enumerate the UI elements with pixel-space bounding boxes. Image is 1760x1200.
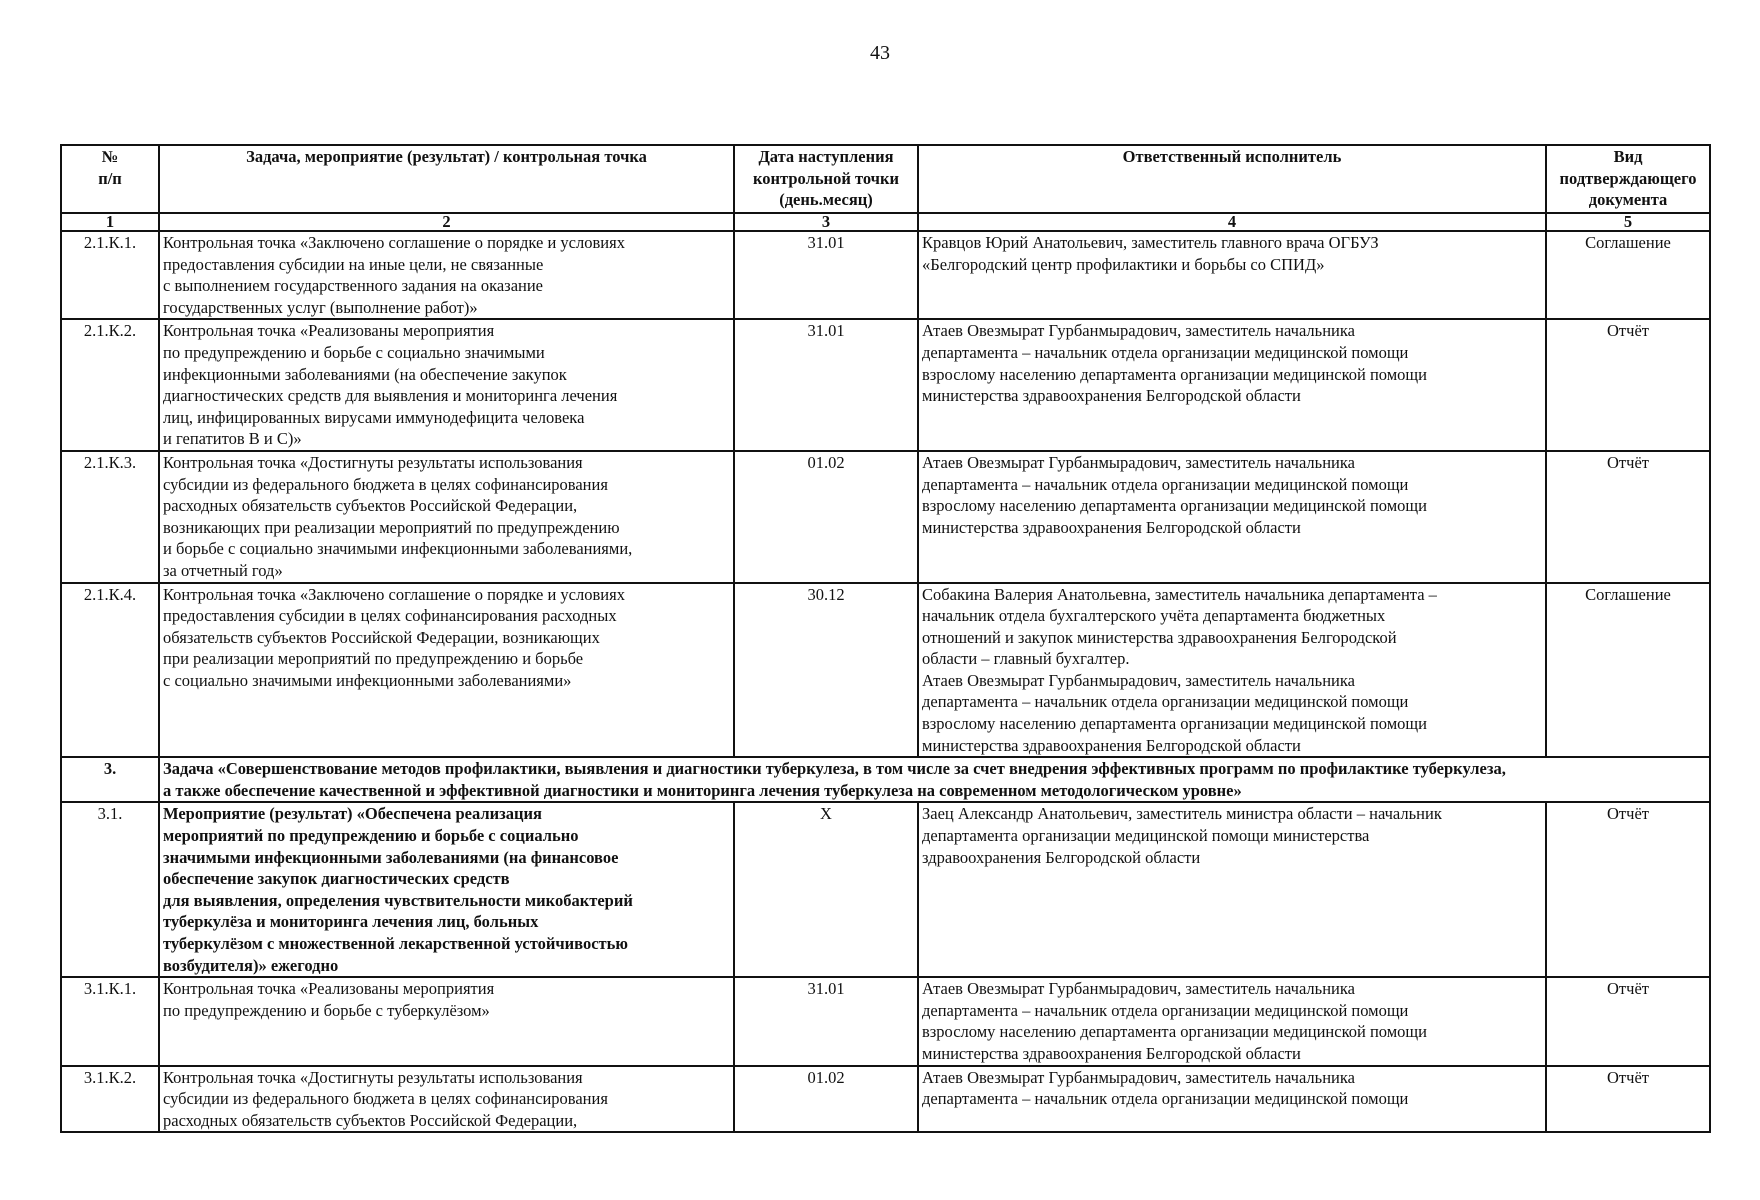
column-number: 2: [159, 213, 734, 231]
column-number: 1: [61, 213, 159, 231]
column-number: 4: [918, 213, 1546, 231]
header-date: Дата наступления контрольной точки (день.месяц): [734, 145, 918, 213]
header-task: Задача, мероприятие (результат) / контрольная точка: [159, 145, 734, 213]
row-number: 3.1.К.1.: [61, 977, 159, 1065]
row-number: 2.1.К.3.: [61, 451, 159, 583]
table-row: [61, 977, 1710, 1065]
row-date: 31.01: [734, 977, 918, 1065]
header-executor: Ответственный исполнитель: [918, 145, 1546, 213]
row-document: Отчёт: [1546, 977, 1710, 1065]
row-document: Соглашение: [1546, 231, 1710, 319]
row-executor: Кравцов Юрий Анатольевич, заместитель главного врача ОГБУЗ «Белгородский центр профилактики и борьбы со СПИД»: [918, 231, 1546, 319]
row-number: 3.1.: [61, 802, 159, 977]
table-row: [61, 451, 1710, 583]
row-text: Контрольная точка «Заключено соглашение о порядке и условиях предоставления субсидии на иные цели, не связанные с выполнением государственного задания на оказание государственных услуг (выполнение работ)»: [159, 231, 734, 319]
row-executor: Заец Александр Анатольевич, заместитель министра области – начальник департамента организации медицинской помощи министерства здравоохранения Белгородской области: [918, 802, 1546, 977]
row-text: Контрольная точка «Заключено соглашение о порядке и условиях предоставления субсидии в целях софинансирования расходных обязательств субъектов Российской Федерации, возникающих при реализации мероприятий по предупреждению и борьбе с социально значимыми инфекционными заболеваниями»: [159, 583, 734, 758]
column-number-row: [61, 213, 1710, 231]
task-number: 3.: [61, 757, 159, 802]
row-document: Отчёт: [1546, 451, 1710, 583]
header-document-type: Вид подтверждающего документа: [1546, 145, 1710, 213]
row-text: Мероприятие (результат) «Обеспечена реализация мероприятий по предупреждению и борьбе с социально значимыми инфекционными заболеваниями (на финансовое обеспечение закупок диагностических средств для выявления, определения чувствительности микобактерий туберкулёза и мониторинга лечения лиц, больных туберкулёзом с множественной лекарственной устойчивостью возбудителя)» ежегодно: [159, 802, 734, 977]
row-document: Отчёт: [1546, 319, 1710, 451]
table-row: [61, 231, 1710, 319]
task-row: [61, 757, 1710, 802]
row-number: 2.1.К.4.: [61, 583, 159, 758]
table-row: [61, 802, 1710, 977]
row-date: Х: [734, 802, 918, 977]
row-text: Контрольная точка «Реализованы мероприятия по предупреждению и борьбе с туберкулёзом»: [159, 977, 734, 1065]
row-executor: Атаев Овезмырат Гурбанмырадович, заместитель начальника департамента – начальник отдела организации медицинской помощи: [918, 1066, 1546, 1133]
table-row: [61, 319, 1710, 451]
page-number: 43: [870, 42, 890, 64]
row-text: Контрольная точка «Достигнуты результаты использования субсидии из федерального бюджета в целях софинансирования расходных обязательств субъектов Российской Федерации, возникающих при реализации мероприятий по предупреждению и борьбе с социально значимыми инфекционными заболеваниями, за отчетный год»: [159, 451, 734, 583]
table-row: [61, 583, 1710, 758]
row-number: 3.1.К.2.: [61, 1066, 159, 1133]
row-document: Отчёт: [1546, 1066, 1710, 1133]
column-number: 5: [1546, 213, 1710, 231]
row-date: 01.02: [734, 1066, 918, 1133]
control-points-table: [60, 144, 1711, 1133]
row-number: 2.1.К.2.: [61, 319, 159, 451]
table-row: [61, 1066, 1710, 1133]
task-text: Задача «Совершенствование методов профилактики, выявления и диагностики туберкулеза, в том числе за счет внедрения эффективных программ по профилактике туберкулеза, а также обеспечение качественной и эффективной диагностики и мониторинга лечения туберкулеза на современном методологическом уровне»: [159, 757, 1710, 802]
row-date: 31.01: [734, 319, 918, 451]
header-row: [61, 145, 1710, 213]
row-text: Контрольная точка «Реализованы мероприятия по предупреждению и борьбе с социально значимыми инфекционными заболеваниями (на обеспечение закупок диагностических средств для выявления и мониторинга лечения лиц, инфицированных вирусами иммунодефицита человека и гепатитов В и С)»: [159, 319, 734, 451]
row-date: 30.12: [734, 583, 918, 758]
row-number: 2.1.К.1.: [61, 231, 159, 319]
header-number: № п/п: [61, 145, 159, 213]
column-number: 3: [734, 213, 918, 231]
row-executor: Атаев Овезмырат Гурбанмырадович, заместитель начальника департамента – начальник отдела организации медицинской помощи взрослому населению департамента организации медицинской помощи министерства здравоохранения Белгородской области: [918, 451, 1546, 583]
row-executor: Атаев Овезмырат Гурбанмырадович, заместитель начальника департамента – начальник отдела организации медицинской помощи взрослому населению департамента организации медицинской помощи министерства здравоохранения Белгородской области: [918, 319, 1546, 451]
row-document: Соглашение: [1546, 583, 1710, 758]
row-date: 01.02: [734, 451, 918, 583]
row-executor: Собакина Валерия Анатольевна, заместитель начальника департамента – начальник отдела бухгалтерского учёта департамента бюджетных отношений и закупок министерства здравоохранения Белгородской области – главный бухгалтер. Атаев Овезмырат Гурбанмырадович, заместитель начальника департамента – начальник отдела организации медицинской помощи взрослому населению департамента организации медицинской помощи министерства здравоохранения Белгородской области: [918, 583, 1546, 758]
row-document: Отчёт: [1546, 802, 1710, 977]
row-text: Контрольная точка «Достигнуты результаты использования субсидии из федерального бюджета в целях софинансирования расходных обязательств субъектов Российской Федерации,: [159, 1066, 734, 1133]
row-date: 31.01: [734, 231, 918, 319]
row-executor: Атаев Овезмырат Гурбанмырадович, заместитель начальника департамента – начальник отдела организации медицинской помощи взрослому населению департамента организации медицинской помощи министерства здравоохранения Белгородской области: [918, 977, 1546, 1065]
